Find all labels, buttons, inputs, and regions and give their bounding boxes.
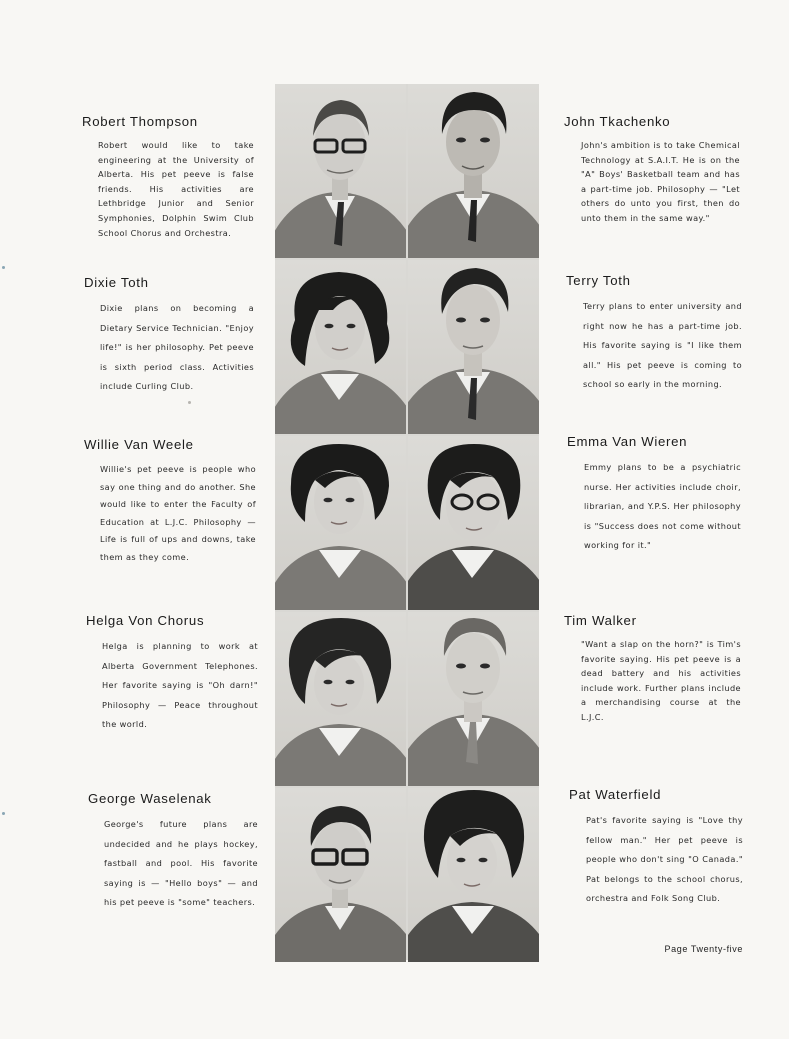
portrait-helga-von-chorus (275, 612, 406, 786)
student-name: Helga Von Chorus (86, 613, 205, 628)
portrait-willie-van-weele (275, 436, 406, 610)
student-name: Willie Van Weele (84, 437, 194, 452)
student-name: Dixie Toth (84, 275, 149, 290)
portrait-pat-waterfield (408, 788, 539, 962)
student-name: Pat Waterfield (569, 787, 662, 802)
student-entry-emma-van-wieren (567, 434, 741, 556)
student-name: Robert Thompson (82, 114, 198, 129)
portrait-robert-thompson (275, 84, 406, 258)
portrait-dixie-toth (275, 260, 406, 434)
page-number: Page Twenty-five (664, 944, 743, 954)
paper-speck (188, 401, 191, 404)
student-name: Emma Van Wieren (567, 434, 688, 449)
student-bio: Robert would like to take engineering at the University of Alberta. His pet peeve is false friends. His activities are Lethbridge Junior and Senior Symphonies, Dolphin Swim Club School Chorus and Orchestra. (98, 140, 254, 238)
student-name: George Waselenak (88, 791, 212, 806)
student-entry-terry-toth (566, 273, 742, 395)
student-bio: John's ambition is to take Chemical Technology at S.A.I.T. He is on the "A" Boys' Basketball team and has a part-time job. Philosophy — "Let others do unto you first, then do unto them in the same way." (581, 140, 740, 223)
margin-speck (2, 266, 5, 269)
student-entry-john-tkachenko (564, 114, 740, 226)
student-entry-george-waselenak (88, 791, 258, 913)
portrait-john-tkachenko (408, 84, 539, 258)
student-bio: "Want a slap on the horn?" is Tim's favorite saying. His pet peeve is a dead battery and his activities include work. Further plans include a merchandising course at the L.J.C. (581, 639, 741, 722)
student-bio: Pat's favorite saying is "Love thy fellow man." Her pet peeve is people who don't sing "O Canada." Pat belongs to the school chorus, orchestra and Folk Song Club. (586, 815, 743, 904)
portrait-emma-van-wieren (408, 436, 539, 610)
portrait-terry-toth (408, 260, 539, 434)
student-name: Terry Toth (566, 273, 631, 288)
student-bio: George's future plans are undecided and he plays hockey, fastball and pool. His favorite saying is — "Hello boys" — and his pet peeve is "some" teachers. (104, 819, 258, 908)
student-entry-pat-waterfield (569, 787, 743, 909)
student-entry-dixie-toth (84, 275, 254, 397)
portrait-tim-walker (408, 612, 539, 786)
student-bio: Helga is planning to work at Alberta Government Telephones. Her favorite saying is "Oh darn!" Philosophy — Peace throughout the world. (102, 641, 258, 730)
student-entry-tim-walker (564, 613, 741, 725)
student-entry-robert-thompson (82, 114, 254, 240)
student-bio: Dixie plans on becoming a Dietary Service Technician. "Enjoy life!" is her philosophy. Pet peeve is sixth period class. Activities include Curling Club. (100, 303, 254, 392)
student-bio: Terry plans to enter university and right now he has a part-time job. His favorite saying is "I like them all." His pet peeve is coming to school so early in the morning. (583, 301, 742, 390)
student-name: John Tkachenko (564, 114, 671, 129)
student-bio: Emmy plans to be a psychiatric nurse. Her activities include choir, librarian, and Y.P.S. Her philosophy is "Success does not come without working for it." (584, 462, 741, 551)
margin-speck (2, 812, 5, 815)
student-entry-willie-van-weele (84, 437, 256, 567)
portrait-grid (275, 84, 539, 960)
student-entry-helga-von-chorus (86, 613, 258, 735)
student-bio: Willie's pet peeve is people who say one thing and do another. She would like to enter the Faculty of Education at L.J.C. Philosophy —Life is full of ups and downs, take them as they come. (100, 464, 256, 562)
student-name: Tim Walker (564, 613, 637, 628)
portrait-george-waselenak (275, 788, 406, 962)
